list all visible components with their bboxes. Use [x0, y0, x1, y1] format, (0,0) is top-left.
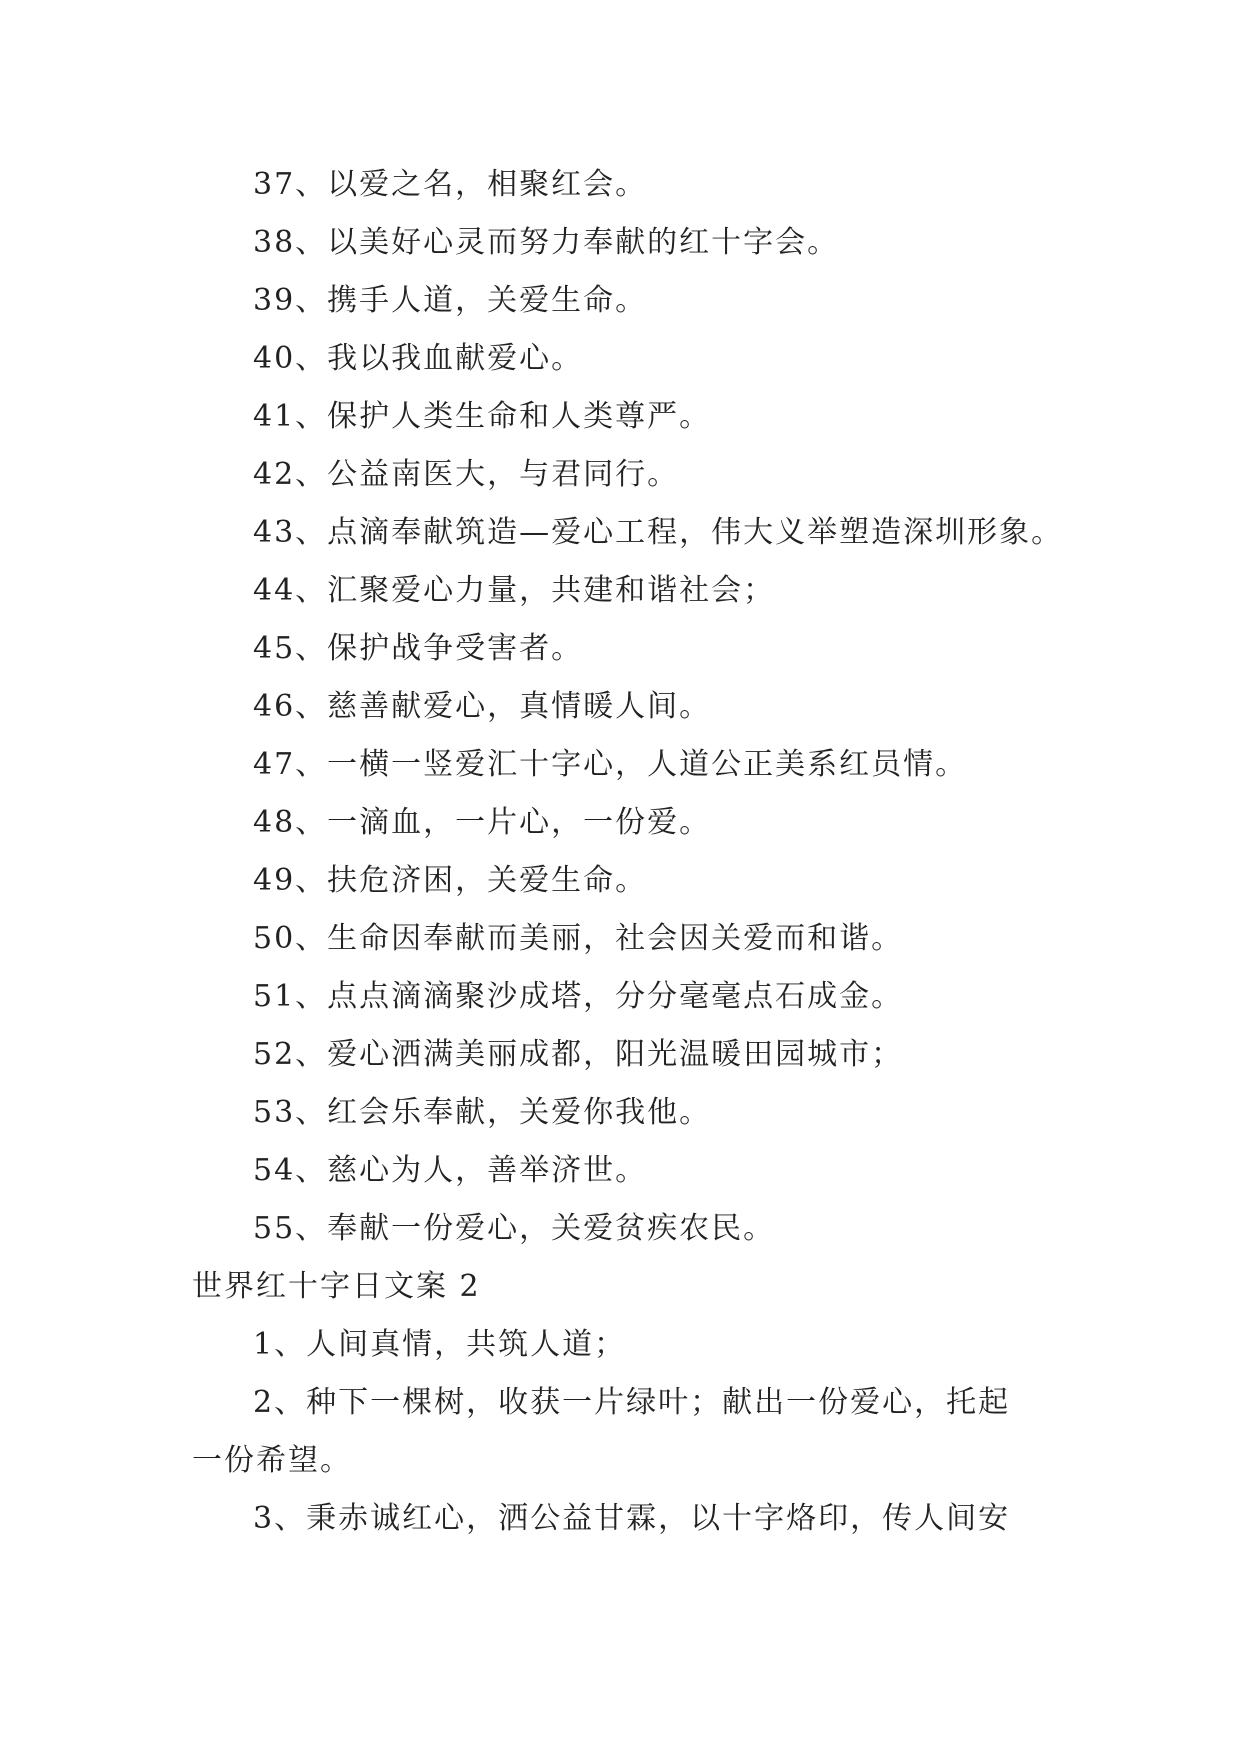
list-item: 44、汇聚爱心力量，共建和谐社会；	[253, 573, 776, 608]
list-item: 51、点点滴滴聚沙成塔，分分毫毫点石成金。	[253, 979, 904, 1014]
list-item: 43、点滴奉献筑造—爱心工程，伟大义举塑造深圳形象。	[253, 515, 1064, 550]
list-item: 37、以爱之名，相聚红会。	[253, 167, 648, 202]
list-item: 1、人间真情，共筑人道；	[253, 1327, 627, 1362]
list-item: 40、我以我血献爱心。	[253, 341, 584, 376]
section-heading: 世界红十字日文案 2	[192, 1269, 481, 1304]
list-item: 2、种下一棵树，收获一片绿叶；献出一份爱心，托起	[253, 1385, 1011, 1420]
list-item: 52、爱心洒满美丽成都，阳光温暖田园城市；	[253, 1037, 904, 1072]
list-item: 3、秉赤诚红心，洒公益甘霖，以十字烙印，传人间安	[253, 1501, 1011, 1536]
list-item: 39、携手人道，关爱生命。	[253, 283, 648, 318]
list-item: 42、公益南医大，与君同行。	[253, 457, 680, 492]
list-item: 53、红会乐奉献，关爱你我他。	[253, 1095, 712, 1130]
list-item: 54、慈心为人，善举济世。	[253, 1153, 648, 1188]
list-item: 47、一横一竖爱汇十字心，人道公正美系红员情。	[253, 747, 968, 782]
list-item: 55、奉献一份爱心，关爱贫疾农民。	[253, 1211, 776, 1246]
list-item-continuation: 一份希望。	[192, 1443, 352, 1478]
list-item: 48、一滴血，一片心，一份爱。	[253, 805, 712, 840]
list-item: 46、慈善献爱心，真情暖人间。	[253, 689, 712, 724]
list-item: 41、保护人类生命和人类尊严。	[253, 399, 712, 434]
list-item: 49、扶危济困，关爱生命。	[253, 863, 648, 898]
list-item: 50、生命因奉献而美丽，社会因关爱而和谐。	[253, 921, 904, 956]
list-item: 45、保护战争受害者。	[253, 631, 584, 666]
list-item: 38、以美好心灵而努力奉献的红十字会。	[253, 225, 840, 260]
